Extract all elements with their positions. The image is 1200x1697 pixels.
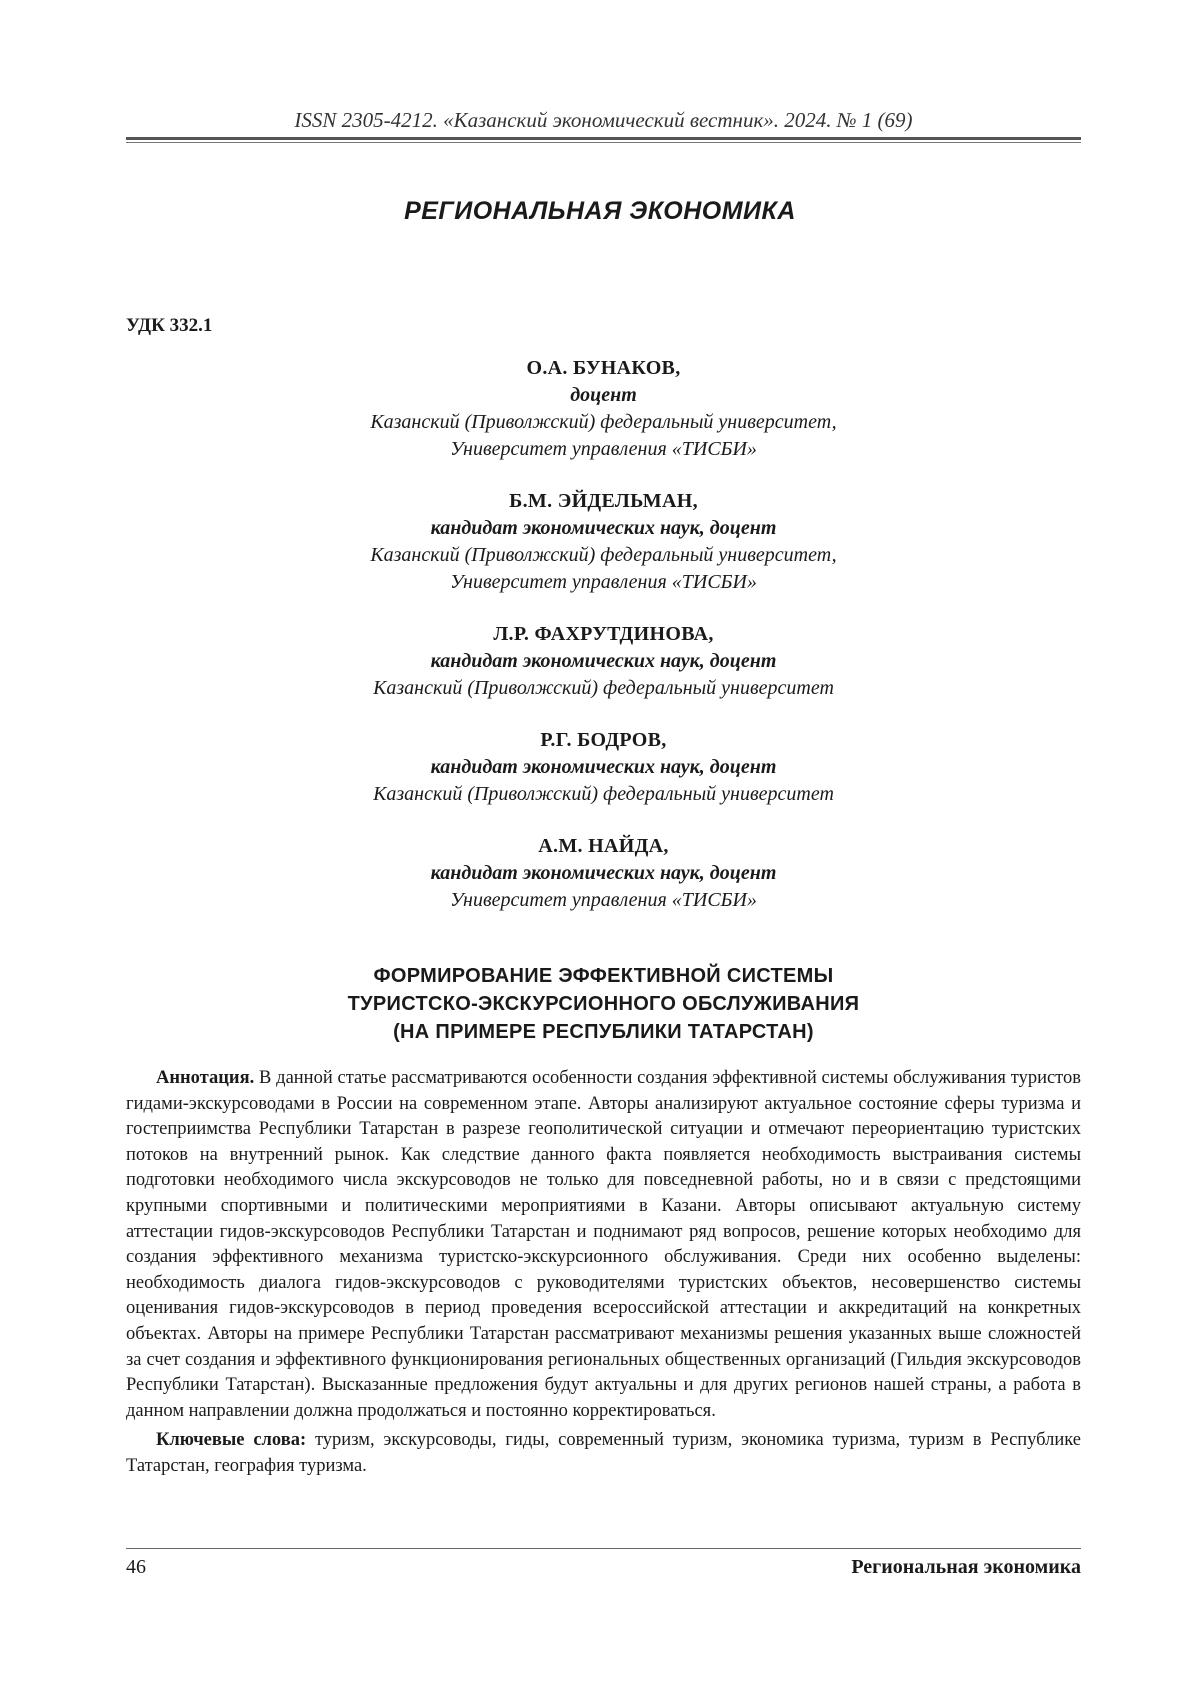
header-rule-thick — [126, 137, 1081, 140]
author-affiliation: Казанский (Приволжский) федеральный университет — [373, 677, 834, 699]
page-number: 46 — [126, 1556, 146, 1578]
author-degree: кандидат экономических наук, доцент — [430, 650, 777, 672]
keywords-label: Ключевые слова: — [156, 1430, 307, 1451]
article-title-line: ФОРМИРОВАНИЕ ЭФФЕКТИВНОЙ СИСТЕМЫ — [373, 965, 834, 987]
footer-section-title: Региональная экономика — [851, 1556, 1081, 1578]
author-name: О.А. БУНАКОВ, — [526, 357, 681, 379]
keywords-text: туризм, экскурсоводы, гиды, современный туризм, экономика туризма, туризм в Республике Татарстан, география туризма. — [126, 1430, 1082, 1476]
running-header: ISSN 2305-4212. «Казанский экономический вестник». 2024. № 1 (69) — [294, 108, 913, 132]
abstract-text: В данной статье рассматриваются особенности создания эффективной системы обслуживания туристов гидами-экскурсоводами в России на современном этапе. Авторы анализируют актуальное состояние сферы туризма и гостеприимства Республики Татарстан в разрезе геополитической ситуации и отмечают переориентацию туристских потоков на внутренний рынок. Как следствие данного факта появляется необходимость выстраивания системы подготовки необходимого числа экскурсоводов не только для повседневной работы, но и в связи с предстоящими крупными спортивными и политическими мероприятиями в Казани. Авторы описывают актуальную систему аттестации гидов-экскурсоводов Республики Татарстан и поднимают ряд вопросов, решение которых необходимо для создания эффективного механизма туристско-экскурсионного обслуживания. Среди них особенно выделены: необходимость диалога гидов-экскурсоводов с руководителями туристских объектов, несовершенство системы оценивания гидов-экскурсоводов в период проведения всероссийской аттестации и аккредитаций на конкретных объектах. Авторы на примере Республики Татарстан рассматривают механизмы решения указанных выше сложностей за счет создания и эффективного функционирования региональных общественных организаций (Гильдия экскурсоводов Республики Татарстан). Высказанные предложения будут актуальны и для других регионов нашей страны, а работа в данном направлении должна продолжаться и постоянно корректироваться. — [126, 1068, 1082, 1421]
author-affiliation: Казанский (Приволжский) федеральный университет — [373, 783, 834, 805]
section-title: РЕГИОНАЛЬНАЯ ЭКОНОМИКА — [404, 197, 796, 225]
author-name: Л.Р. ФАХРУТДИНОВА, — [493, 623, 714, 645]
author-2 — [126, 488, 1081, 596]
author-name: Р.Г. БОДРОВ, — [540, 729, 667, 751]
abstract-block — [126, 1066, 1081, 1480]
author-name: А.М. НАЙДА, — [538, 835, 669, 857]
article-title-line: (НА ПРИМЕРЕ РЕСПУБЛИКИ ТАТАРСТАН) — [393, 1021, 814, 1043]
author-4 — [126, 727, 1081, 808]
author-affiliation: Университет управления «ТИСБИ» — [450, 438, 757, 460]
footer-rule — [126, 1548, 1081, 1549]
author-name: Б.М. ЭЙДЕЛЬМАН, — [509, 490, 698, 512]
author-affiliation: Университет управления «ТИСБИ» — [450, 889, 757, 911]
author-degree: кандидат экономических наук, доцент — [430, 517, 777, 539]
article-title-line: ТУРИСТСКО-ЭКСКУРСИОННОГО ОБСЛУЖИВАНИЯ — [347, 993, 860, 1015]
author-affiliation: Казанский (Приволжский) федеральный университет, — [370, 411, 837, 433]
author-affiliation: Казанский (Приволжский) федеральный университет, — [370, 544, 837, 566]
author-degree: доцент — [570, 384, 637, 406]
author-affiliation: Университет управления «ТИСБИ» — [450, 571, 757, 593]
udk-code: УДК 332.1 — [126, 315, 213, 336]
author-5 — [126, 833, 1081, 914]
author-degree: кандидат экономических наук, доцент — [430, 862, 777, 884]
author-degree: кандидат экономических наук, доцент — [430, 756, 777, 778]
header-rule-thin — [126, 142, 1081, 143]
keywords-paragraph — [126, 1428, 1081, 1479]
author-1 — [126, 355, 1081, 463]
authors-block — [126, 355, 1081, 939]
abstract-label: Аннотация. — [156, 1068, 255, 1088]
article-title — [126, 962, 1081, 1046]
author-3 — [126, 621, 1081, 702]
abstract-paragraph — [126, 1066, 1081, 1424]
